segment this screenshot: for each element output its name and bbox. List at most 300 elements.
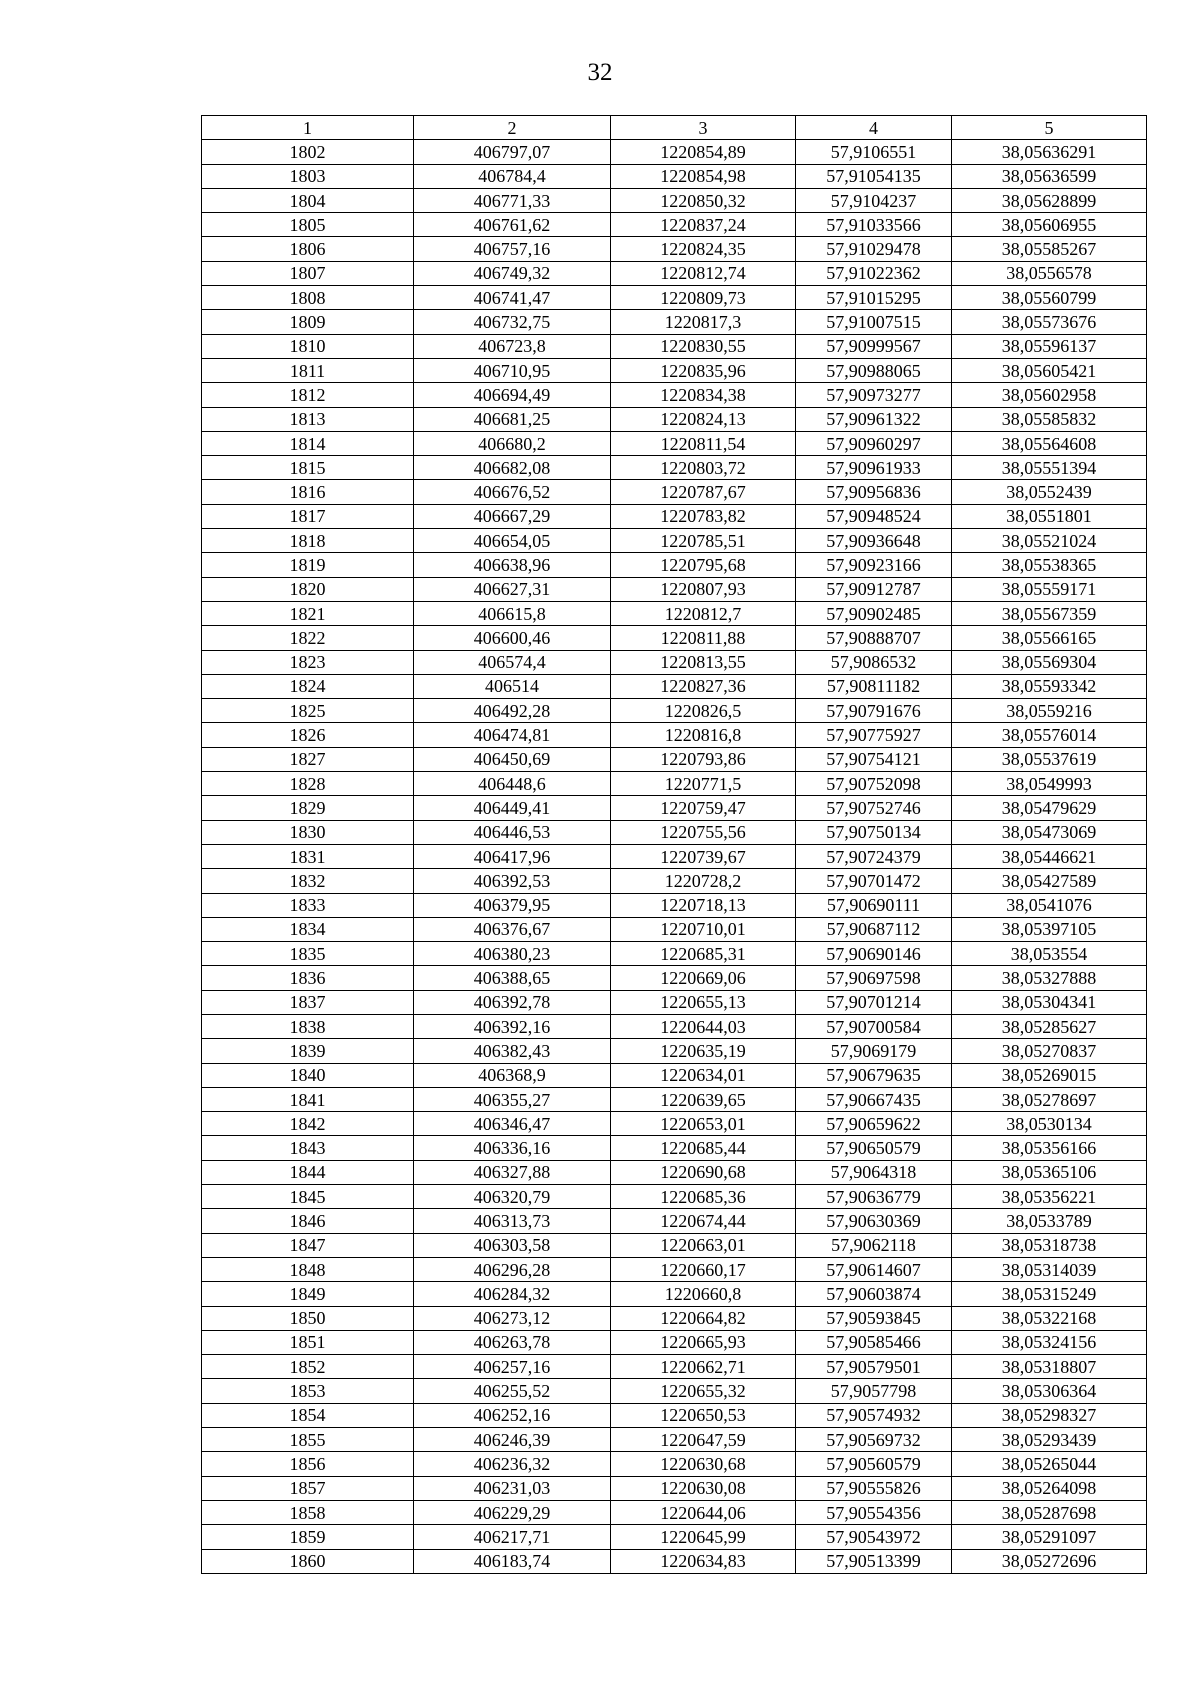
longitude-cell: 38,05567359 (952, 601, 1147, 625)
header-row (202, 116, 1147, 140)
y-coordinate-cell: 1220826,5 (611, 699, 796, 723)
longitude-cell: 38,053554 (952, 942, 1147, 966)
latitude-cell: 57,90650579 (796, 1136, 952, 1160)
point-number-cell: 1841 (202, 1087, 414, 1111)
longitude-cell: 38,05287698 (952, 1500, 1147, 1524)
longitude-cell: 38,05560799 (952, 286, 1147, 310)
latitude-cell: 57,90888707 (796, 626, 952, 650)
table-row (202, 1209, 1147, 1233)
point-number-cell: 1840 (202, 1063, 414, 1087)
x-coordinate-cell: 406320,79 (414, 1185, 611, 1209)
longitude-cell: 38,05269015 (952, 1063, 1147, 1087)
longitude-cell: 38,05537619 (952, 747, 1147, 771)
table-row (202, 820, 1147, 844)
longitude-cell: 38,05636291 (952, 140, 1147, 164)
point-number-cell: 1839 (202, 1039, 414, 1063)
longitude-cell: 38,05576014 (952, 723, 1147, 747)
longitude-cell: 38,05606955 (952, 213, 1147, 237)
table-row (202, 844, 1147, 868)
table-row (202, 747, 1147, 771)
y-coordinate-cell: 1220669,06 (611, 966, 796, 990)
x-coordinate-cell: 406749,32 (414, 261, 611, 285)
longitude-cell: 38,05602958 (952, 383, 1147, 407)
table-row (202, 1282, 1147, 1306)
longitude-cell: 38,05585267 (952, 237, 1147, 261)
longitude-cell: 38,0530134 (952, 1112, 1147, 1136)
table-row (202, 140, 1147, 164)
table-row (202, 1452, 1147, 1476)
table-row (202, 626, 1147, 650)
y-coordinate-cell: 1220647,59 (611, 1428, 796, 1452)
y-coordinate-cell: 1220803,72 (611, 456, 796, 480)
table-row (202, 1549, 1147, 1573)
longitude-cell: 38,0541076 (952, 893, 1147, 917)
point-number-cell: 1827 (202, 747, 414, 771)
latitude-cell: 57,90687112 (796, 917, 952, 941)
point-number-cell: 1804 (202, 188, 414, 212)
x-coordinate-cell: 406757,16 (414, 237, 611, 261)
longitude-cell: 38,05593342 (952, 674, 1147, 698)
point-number-cell: 1829 (202, 796, 414, 820)
y-coordinate-cell: 1220630,68 (611, 1452, 796, 1476)
x-coordinate-cell: 406448,6 (414, 772, 611, 796)
y-coordinate-cell: 1220850,32 (611, 188, 796, 212)
y-coordinate-cell: 1220809,73 (611, 286, 796, 310)
longitude-cell: 38,05564608 (952, 431, 1147, 455)
latitude-cell: 57,90593845 (796, 1306, 952, 1330)
y-coordinate-cell: 1220813,55 (611, 650, 796, 674)
latitude-cell: 57,90574932 (796, 1403, 952, 1427)
table-row (202, 699, 1147, 723)
longitude-cell: 38,05314039 (952, 1257, 1147, 1281)
point-number-cell: 1851 (202, 1330, 414, 1354)
x-coordinate-cell: 406379,95 (414, 893, 611, 917)
x-coordinate-cell: 406327,88 (414, 1160, 611, 1184)
y-coordinate-cell: 1220655,13 (611, 990, 796, 1014)
point-number-cell: 1811 (202, 358, 414, 382)
table-row (202, 674, 1147, 698)
latitude-cell: 57,9106551 (796, 140, 952, 164)
latitude-cell: 57,90679635 (796, 1063, 952, 1087)
y-coordinate-cell: 1220685,31 (611, 942, 796, 966)
longitude-cell: 38,05559171 (952, 577, 1147, 601)
latitude-cell: 57,90752746 (796, 796, 952, 820)
latitude-cell: 57,90936648 (796, 529, 952, 553)
point-number-cell: 1838 (202, 1014, 414, 1038)
latitude-cell: 57,90754121 (796, 747, 952, 771)
y-coordinate-cell: 1220835,96 (611, 358, 796, 382)
longitude-cell: 38,05636599 (952, 164, 1147, 188)
y-coordinate-cell: 1220739,67 (611, 844, 796, 868)
latitude-cell: 57,90543972 (796, 1525, 952, 1549)
y-coordinate-cell: 1220812,7 (611, 601, 796, 625)
latitude-cell: 57,9086532 (796, 650, 952, 674)
point-number-cell: 1854 (202, 1403, 414, 1427)
latitude-cell: 57,90513399 (796, 1549, 952, 1573)
point-number-cell: 1822 (202, 626, 414, 650)
y-coordinate-cell: 1220812,74 (611, 261, 796, 285)
table-row (202, 261, 1147, 285)
longitude-cell: 38,05473069 (952, 820, 1147, 844)
latitude-cell: 57,9104237 (796, 188, 952, 212)
table-row (202, 650, 1147, 674)
y-coordinate-cell: 1220660,17 (611, 1257, 796, 1281)
x-coordinate-cell: 406638,96 (414, 553, 611, 577)
latitude-cell: 57,9069179 (796, 1039, 952, 1063)
table-row (202, 796, 1147, 820)
table-row (202, 577, 1147, 601)
latitude-cell: 57,90775927 (796, 723, 952, 747)
longitude-cell: 38,05304341 (952, 990, 1147, 1014)
longitude-cell: 38,05318807 (952, 1355, 1147, 1379)
longitude-cell: 38,05585832 (952, 407, 1147, 431)
point-number-cell: 1809 (202, 310, 414, 334)
y-coordinate-cell: 1220759,47 (611, 796, 796, 820)
table-row (202, 1160, 1147, 1184)
y-coordinate-cell: 1220650,53 (611, 1403, 796, 1427)
x-coordinate-cell: 406654,05 (414, 529, 611, 553)
x-coordinate-cell: 406273,12 (414, 1306, 611, 1330)
longitude-cell: 38,05551394 (952, 456, 1147, 480)
x-coordinate-cell: 406284,32 (414, 1282, 611, 1306)
table-row (202, 504, 1147, 528)
y-coordinate-cell: 1220787,67 (611, 480, 796, 504)
table-row (202, 1014, 1147, 1038)
x-coordinate-cell: 406231,03 (414, 1476, 611, 1500)
longitude-cell: 38,05327888 (952, 966, 1147, 990)
longitude-cell: 38,05291097 (952, 1525, 1147, 1549)
x-coordinate-cell: 406346,47 (414, 1112, 611, 1136)
x-coordinate-cell: 406710,95 (414, 358, 611, 382)
point-number-cell: 1832 (202, 869, 414, 893)
y-coordinate-cell: 1220645,99 (611, 1525, 796, 1549)
latitude-cell: 57,90923166 (796, 553, 952, 577)
y-coordinate-cell: 1220771,5 (611, 772, 796, 796)
x-coordinate-cell: 406303,58 (414, 1233, 611, 1257)
longitude-cell: 38,05569304 (952, 650, 1147, 674)
y-coordinate-cell: 1220634,83 (611, 1549, 796, 1573)
latitude-cell: 57,90603874 (796, 1282, 952, 1306)
point-number-cell: 1803 (202, 164, 414, 188)
latitude-cell: 57,91033566 (796, 213, 952, 237)
y-coordinate-cell: 1220718,13 (611, 893, 796, 917)
table-row (202, 553, 1147, 577)
column-header-3: 3 (611, 116, 796, 140)
y-coordinate-cell: 1220644,06 (611, 1500, 796, 1524)
table-row (202, 772, 1147, 796)
x-coordinate-cell: 406732,75 (414, 310, 611, 334)
point-number-cell: 1849 (202, 1282, 414, 1306)
table-row (202, 917, 1147, 941)
latitude-cell: 57,91022362 (796, 261, 952, 285)
longitude-cell: 38,05306364 (952, 1379, 1147, 1403)
latitude-cell: 57,90912787 (796, 577, 952, 601)
latitude-cell: 57,90614607 (796, 1257, 952, 1281)
longitude-cell: 38,05566165 (952, 626, 1147, 650)
latitude-cell: 57,90811182 (796, 674, 952, 698)
latitude-cell: 57,90999567 (796, 334, 952, 358)
y-coordinate-cell: 1220644,03 (611, 1014, 796, 1038)
longitude-cell: 38,0552439 (952, 480, 1147, 504)
x-coordinate-cell: 406368,9 (414, 1063, 611, 1087)
x-coordinate-cell: 406514 (414, 674, 611, 698)
y-coordinate-cell: 1220783,82 (611, 504, 796, 528)
y-coordinate-cell: 1220728,2 (611, 869, 796, 893)
latitude-cell: 57,9057798 (796, 1379, 952, 1403)
table-header (202, 116, 1147, 140)
table-row (202, 383, 1147, 407)
table-row (202, 1112, 1147, 1136)
y-coordinate-cell: 1220653,01 (611, 1112, 796, 1136)
latitude-cell: 57,90960297 (796, 431, 952, 455)
point-number-cell: 1850 (202, 1306, 414, 1330)
y-coordinate-cell: 1220630,08 (611, 1476, 796, 1500)
latitude-cell: 57,90690111 (796, 893, 952, 917)
latitude-cell: 57,90961322 (796, 407, 952, 431)
table-row (202, 1257, 1147, 1281)
table-row (202, 286, 1147, 310)
latitude-cell: 57,90667435 (796, 1087, 952, 1111)
table-row (202, 990, 1147, 1014)
latitude-cell: 57,91015295 (796, 286, 952, 310)
longitude-cell: 38,05573676 (952, 310, 1147, 334)
latitude-cell: 57,90724379 (796, 844, 952, 868)
x-coordinate-cell: 406376,67 (414, 917, 611, 941)
y-coordinate-cell: 1220854,98 (611, 164, 796, 188)
x-coordinate-cell: 406694,49 (414, 383, 611, 407)
x-coordinate-cell: 406680,2 (414, 431, 611, 455)
table-row (202, 164, 1147, 188)
longitude-cell: 38,05479629 (952, 796, 1147, 820)
table-row (202, 1306, 1147, 1330)
point-number-cell: 1859 (202, 1525, 414, 1549)
table-row (202, 1330, 1147, 1354)
x-coordinate-cell: 406229,29 (414, 1500, 611, 1524)
x-coordinate-cell: 406392,53 (414, 869, 611, 893)
x-coordinate-cell: 406615,8 (414, 601, 611, 625)
longitude-cell: 38,05521024 (952, 529, 1147, 553)
point-number-cell: 1818 (202, 529, 414, 553)
y-coordinate-cell: 1220785,51 (611, 529, 796, 553)
table-row (202, 358, 1147, 382)
point-number-cell: 1825 (202, 699, 414, 723)
point-number-cell: 1835 (202, 942, 414, 966)
x-coordinate-cell: 406676,52 (414, 480, 611, 504)
y-coordinate-cell: 1220834,38 (611, 383, 796, 407)
column-header-2: 2 (414, 116, 611, 140)
x-coordinate-cell: 406257,16 (414, 1355, 611, 1379)
y-coordinate-cell: 1220665,93 (611, 1330, 796, 1354)
x-coordinate-cell: 406263,78 (414, 1330, 611, 1354)
x-coordinate-cell: 406797,07 (414, 140, 611, 164)
x-coordinate-cell: 406392,78 (414, 990, 611, 1014)
point-number-cell: 1836 (202, 966, 414, 990)
column-header-5: 5 (952, 116, 1147, 140)
point-number-cell: 1823 (202, 650, 414, 674)
x-coordinate-cell: 406217,71 (414, 1525, 611, 1549)
latitude-cell: 57,90750134 (796, 820, 952, 844)
longitude-cell: 38,05365106 (952, 1160, 1147, 1184)
latitude-cell: 57,90554356 (796, 1500, 952, 1524)
point-number-cell: 1820 (202, 577, 414, 601)
latitude-cell: 57,90791676 (796, 699, 952, 723)
table-row (202, 1136, 1147, 1160)
y-coordinate-cell: 1220663,01 (611, 1233, 796, 1257)
point-number-cell: 1814 (202, 431, 414, 455)
latitude-cell: 57,90630369 (796, 1209, 952, 1233)
x-coordinate-cell: 406255,52 (414, 1379, 611, 1403)
y-coordinate-cell: 1220795,68 (611, 553, 796, 577)
x-coordinate-cell: 406446,53 (414, 820, 611, 844)
latitude-cell: 57,90948524 (796, 504, 952, 528)
y-coordinate-cell: 1220685,36 (611, 1185, 796, 1209)
longitude-cell: 38,05278697 (952, 1087, 1147, 1111)
x-coordinate-cell: 406236,32 (414, 1452, 611, 1476)
longitude-cell: 38,05356221 (952, 1185, 1147, 1209)
table-row (202, 1428, 1147, 1452)
latitude-cell: 57,90988065 (796, 358, 952, 382)
latitude-cell: 57,90659622 (796, 1112, 952, 1136)
y-coordinate-cell: 1220824,35 (611, 237, 796, 261)
longitude-cell: 38,05315249 (952, 1282, 1147, 1306)
latitude-cell: 57,90690146 (796, 942, 952, 966)
longitude-cell: 38,05298327 (952, 1403, 1147, 1427)
table-row (202, 1525, 1147, 1549)
longitude-cell: 38,05270837 (952, 1039, 1147, 1063)
page-number: 32 (587, 59, 613, 86)
x-coordinate-cell: 406771,33 (414, 188, 611, 212)
x-coordinate-cell: 406450,69 (414, 747, 611, 771)
latitude-cell: 57,90560579 (796, 1452, 952, 1476)
point-number-cell: 1843 (202, 1136, 414, 1160)
point-number-cell: 1830 (202, 820, 414, 844)
point-number-cell: 1857 (202, 1476, 414, 1500)
point-number-cell: 1808 (202, 286, 414, 310)
y-coordinate-cell: 1220662,71 (611, 1355, 796, 1379)
point-number-cell: 1813 (202, 407, 414, 431)
longitude-cell: 38,05596137 (952, 334, 1147, 358)
y-coordinate-cell: 1220817,3 (611, 310, 796, 334)
point-number-cell: 1833 (202, 893, 414, 917)
point-number-cell: 1824 (202, 674, 414, 698)
x-coordinate-cell: 406474,81 (414, 723, 611, 747)
latitude-cell: 57,91007515 (796, 310, 952, 334)
x-coordinate-cell: 406449,41 (414, 796, 611, 820)
table-row (202, 1500, 1147, 1524)
latitude-cell: 57,90555826 (796, 1476, 952, 1500)
x-coordinate-cell: 406380,23 (414, 942, 611, 966)
column-header-4: 4 (796, 116, 952, 140)
table-row (202, 1379, 1147, 1403)
longitude-cell: 38,05272696 (952, 1549, 1147, 1573)
x-coordinate-cell: 406761,62 (414, 213, 611, 237)
point-number-cell: 1802 (202, 140, 414, 164)
column-header-1: 1 (202, 116, 414, 140)
x-coordinate-cell: 406600,46 (414, 626, 611, 650)
point-number-cell: 1844 (202, 1160, 414, 1184)
longitude-cell: 38,05538365 (952, 553, 1147, 577)
table-row (202, 213, 1147, 237)
table-row (202, 529, 1147, 553)
point-number-cell: 1812 (202, 383, 414, 407)
longitude-cell: 38,0549993 (952, 772, 1147, 796)
table-row (202, 1355, 1147, 1379)
longitude-cell: 38,05324156 (952, 1330, 1147, 1354)
table-row (202, 310, 1147, 334)
x-coordinate-cell: 406667,29 (414, 504, 611, 528)
table-row (202, 407, 1147, 431)
latitude-cell: 57,90579501 (796, 1355, 952, 1379)
latitude-cell: 57,90973277 (796, 383, 952, 407)
y-coordinate-cell: 1220824,13 (611, 407, 796, 431)
x-coordinate-cell: 406296,28 (414, 1257, 611, 1281)
x-coordinate-cell: 406492,28 (414, 699, 611, 723)
y-coordinate-cell: 1220816,8 (611, 723, 796, 747)
table-row (202, 942, 1147, 966)
x-coordinate-cell: 406741,47 (414, 286, 611, 310)
point-number-cell: 1807 (202, 261, 414, 285)
longitude-cell: 38,0533789 (952, 1209, 1147, 1233)
table-row (202, 237, 1147, 261)
table-row (202, 869, 1147, 893)
x-coordinate-cell: 406681,25 (414, 407, 611, 431)
table-row (202, 1185, 1147, 1209)
y-coordinate-cell: 1220635,19 (611, 1039, 796, 1063)
y-coordinate-cell: 1220807,93 (611, 577, 796, 601)
longitude-cell: 38,05397105 (952, 917, 1147, 941)
table-row (202, 1039, 1147, 1063)
longitude-cell: 38,05264098 (952, 1476, 1147, 1500)
longitude-cell: 38,05285627 (952, 1014, 1147, 1038)
longitude-cell: 38,05446621 (952, 844, 1147, 868)
point-number-cell: 1828 (202, 772, 414, 796)
x-coordinate-cell: 406574,4 (414, 650, 611, 674)
point-number-cell: 1806 (202, 237, 414, 261)
latitude-cell: 57,90961933 (796, 456, 952, 480)
table-row (202, 334, 1147, 358)
latitude-cell: 57,9064318 (796, 1160, 952, 1184)
y-coordinate-cell: 1220674,44 (611, 1209, 796, 1233)
point-number-cell: 1860 (202, 1549, 414, 1573)
point-number-cell: 1846 (202, 1209, 414, 1233)
latitude-cell: 57,90585466 (796, 1330, 952, 1354)
latitude-cell: 57,90700584 (796, 1014, 952, 1038)
point-number-cell: 1858 (202, 1500, 414, 1524)
longitude-cell: 38,05605421 (952, 358, 1147, 382)
x-coordinate-cell: 406417,96 (414, 844, 611, 868)
longitude-cell: 38,05628899 (952, 188, 1147, 212)
x-coordinate-cell: 406388,65 (414, 966, 611, 990)
longitude-cell: 38,05265044 (952, 1452, 1147, 1476)
table-row (202, 1087, 1147, 1111)
point-number-cell: 1842 (202, 1112, 414, 1136)
longitude-cell: 38,0556578 (952, 261, 1147, 285)
latitude-cell: 57,90902485 (796, 601, 952, 625)
point-number-cell: 1852 (202, 1355, 414, 1379)
table-row (202, 431, 1147, 455)
table-row (202, 1403, 1147, 1427)
x-coordinate-cell: 406784,4 (414, 164, 611, 188)
point-number-cell: 1834 (202, 917, 414, 941)
latitude-cell: 57,9062118 (796, 1233, 952, 1257)
y-coordinate-cell: 1220837,24 (611, 213, 796, 237)
y-coordinate-cell: 1220710,01 (611, 917, 796, 941)
table-row (202, 723, 1147, 747)
longitude-cell: 38,0551801 (952, 504, 1147, 528)
latitude-cell: 57,90701214 (796, 990, 952, 1014)
point-number-cell: 1826 (202, 723, 414, 747)
latitude-cell: 57,90569732 (796, 1428, 952, 1452)
